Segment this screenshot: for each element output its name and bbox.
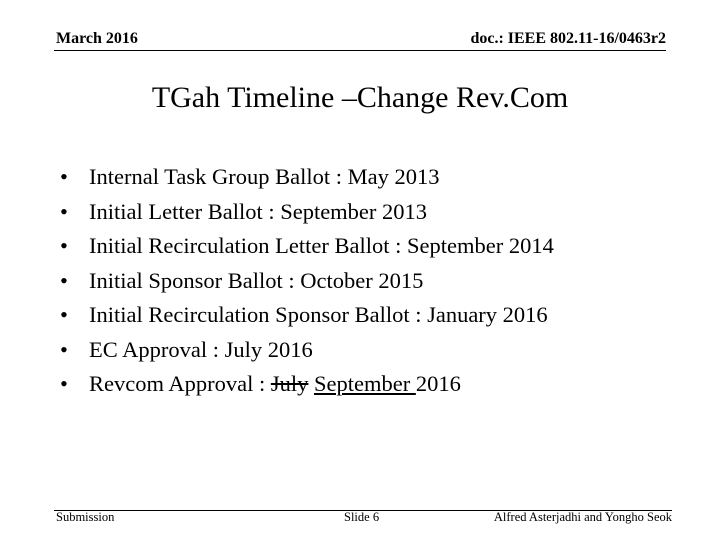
bullet-text: EC Approval : July 2016 [89, 336, 313, 362]
slide-title: TGah Timeline –Change Rev.Com [151, 81, 569, 114]
inserted-text: September [314, 371, 416, 396]
bullet-text: Initial Letter Ballot : September 2013 [89, 198, 428, 224]
bullet-icon: • [60, 267, 68, 293]
bullet-icon: • [60, 198, 68, 224]
bullet-icon: • [60, 336, 68, 362]
revcom-prefix: Revcom Approval : [89, 371, 271, 396]
bullet-text: Initial Recirculation Sponsor Ballot : January 2016 [89, 302, 548, 327]
bullet-text: Initial Recirculation Letter Ballot : September 2014 [89, 233, 554, 258]
footer-authors: Alfred Asterjadhi and Yongho Seok [493, 510, 672, 524]
bullet-text: Initial Sponsor Ballot : October 2015 [89, 267, 424, 293]
header-date: March 2016 [56, 30, 138, 47]
bullet-text-revcom [89, 367, 461, 401]
bullet-text: Internal Task Group Ballot : May 2013 [89, 164, 440, 189]
footer-slide-number: Slide 6 [344, 510, 380, 524]
bullet-icon: • [60, 302, 68, 327]
bullet-icon: • [60, 233, 68, 258]
header-divider [54, 50, 666, 51]
bullet-icon: • [60, 371, 68, 396]
footer-submission: Submission [56, 510, 115, 524]
deleted-text: July [270, 371, 309, 396]
header-doc-id: doc.: IEEE 802.11-16/0463r2 [470, 30, 666, 47]
revcom-suffix: 2016 [415, 371, 461, 396]
bullet-icon: • [60, 164, 68, 189]
